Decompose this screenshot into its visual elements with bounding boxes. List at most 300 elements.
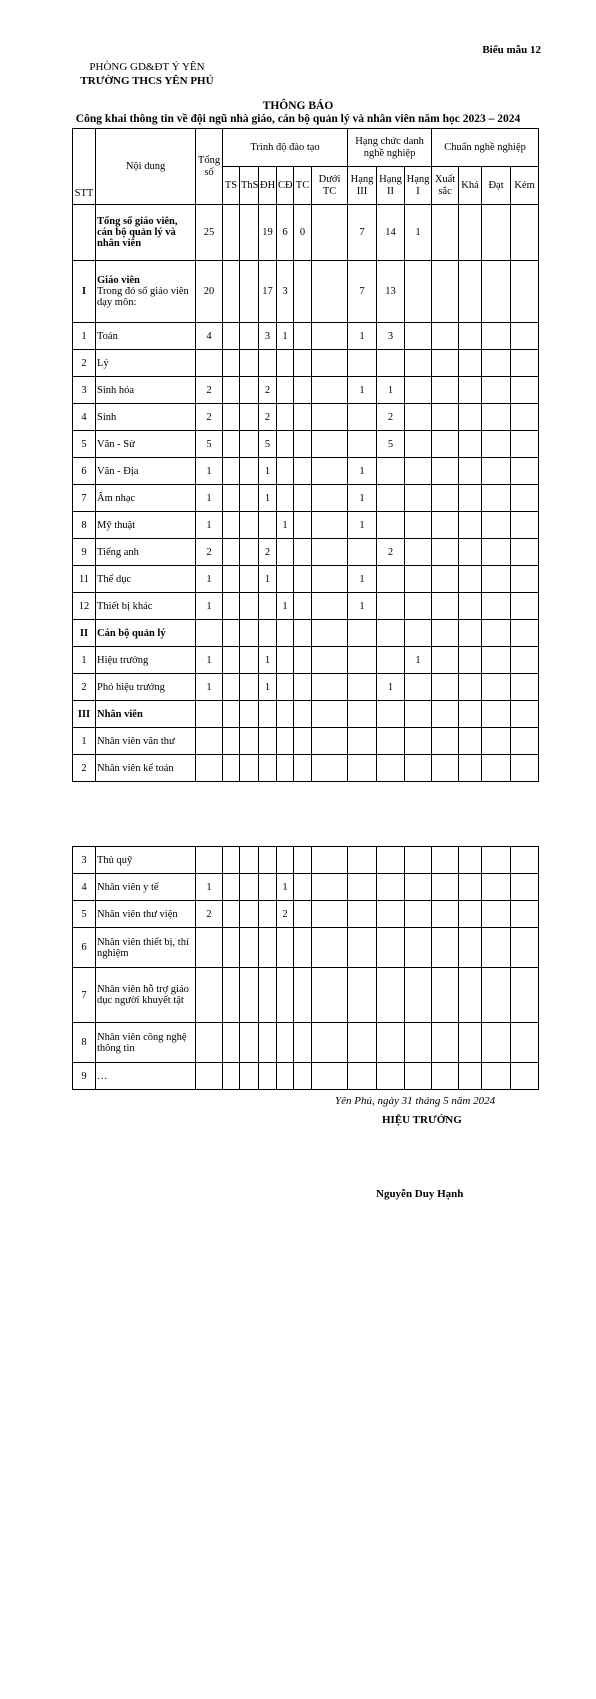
cell-h1: [405, 1063, 432, 1090]
cell-h2: [377, 755, 405, 782]
cell-xs: [432, 701, 459, 728]
cell-h1: [405, 701, 432, 728]
cell-below: [312, 1063, 348, 1090]
cell-stt: 1: [73, 728, 96, 755]
cell-h3: 7: [348, 205, 377, 261]
cell-dh: [259, 593, 277, 620]
cell-content-text: Toán: [97, 330, 118, 342]
cell-h3: [348, 539, 377, 566]
col-dh: ĐH: [259, 167, 277, 205]
cell-below: [312, 647, 348, 674]
cell-content: [96, 647, 196, 674]
cell-h1: [405, 566, 432, 593]
table-row: [73, 620, 539, 647]
cell-content-text: Nhân viên văn thư: [97, 735, 175, 747]
cell-ths: [240, 728, 259, 755]
table-row: [73, 701, 539, 728]
cell-kem: [511, 874, 539, 901]
cell-dat: [482, 404, 511, 431]
cell-xs: [432, 404, 459, 431]
cell-xs: [432, 928, 459, 968]
signature-role: HIỆU TRƯỞNG: [382, 1114, 462, 1126]
cell-content: [96, 701, 196, 728]
cell-kem: [511, 755, 539, 782]
cell-content: [96, 593, 196, 620]
cell-tc: [294, 728, 312, 755]
cell-ts: [223, 968, 240, 1023]
cell-kem: [511, 458, 539, 485]
cell-kha: [459, 539, 482, 566]
cell-cd: 2: [277, 901, 294, 928]
table-row: [73, 593, 539, 620]
cell-ths: [240, 323, 259, 350]
cell-xs: [432, 431, 459, 458]
cell-content-text: …: [97, 1070, 108, 1082]
cell-below: [312, 968, 348, 1023]
cell-content: [96, 261, 196, 323]
cell-kha: [459, 928, 482, 968]
cell-cd: [277, 728, 294, 755]
school-header: [72, 60, 222, 88]
cell-dh: 1: [259, 647, 277, 674]
cell-xs: [432, 647, 459, 674]
cell-h3: 1: [348, 323, 377, 350]
cell-below: [312, 205, 348, 261]
cell-dh: [259, 847, 277, 874]
cell-ts: [223, 1063, 240, 1090]
cell-kha: [459, 377, 482, 404]
cell-tc: [294, 847, 312, 874]
cell-h1: 1: [405, 205, 432, 261]
title-main: THÔNG BÁO: [262, 100, 334, 112]
cell-xs: [432, 968, 459, 1023]
cell-ths: [240, 968, 259, 1023]
cell-cd: [277, 485, 294, 512]
staff-table-page-1: [72, 128, 539, 782]
cell-dh: 3: [259, 323, 277, 350]
cell-h1: [405, 874, 432, 901]
cell-dat: [482, 1023, 511, 1063]
cell-ts: [223, 350, 240, 377]
cell-dh: 2: [259, 377, 277, 404]
cell-kha: [459, 458, 482, 485]
cell-content: [96, 431, 196, 458]
cell-h1: [405, 755, 432, 782]
cell-content-text: Nhân viên thư viện: [97, 908, 178, 920]
cell-kha: [459, 350, 482, 377]
cell-tc: [294, 458, 312, 485]
table-row: [73, 728, 539, 755]
cell-stt: 2: [73, 350, 96, 377]
cell-below: [312, 728, 348, 755]
cell-content: [96, 620, 196, 647]
cell-content-text: Nhân viên công nghệ thông tin: [97, 1031, 187, 1054]
cell-xs: [432, 350, 459, 377]
cell-content: [96, 901, 196, 928]
cell-kha: [459, 874, 482, 901]
cell-xs: [432, 728, 459, 755]
cell-tc: [294, 404, 312, 431]
cell-h1: [405, 404, 432, 431]
cell-kha: [459, 593, 482, 620]
cell-h1: [405, 458, 432, 485]
cell-total: [196, 728, 223, 755]
cell-ths: [240, 431, 259, 458]
col-rank-group: Hạng chức danh nghề nghiệp: [348, 129, 432, 167]
col-content: Nội dung: [96, 129, 196, 205]
cell-h1: [405, 674, 432, 701]
cell-ths: [240, 901, 259, 928]
cell-dh: [259, 620, 277, 647]
cell-below: [312, 539, 348, 566]
cell-tc: [294, 1063, 312, 1090]
cell-dh: 1: [259, 485, 277, 512]
cell-h2: [377, 620, 405, 647]
cell-h1: [405, 431, 432, 458]
cell-h3: [348, 674, 377, 701]
cell-total: 1: [196, 874, 223, 901]
cell-dh: 1: [259, 674, 277, 701]
cell-content-text: Lý: [97, 357, 109, 369]
col-ths: ThS: [240, 167, 259, 205]
cell-total: [196, 701, 223, 728]
cell-below: [312, 350, 348, 377]
cell-below: [312, 847, 348, 874]
cell-kem: [511, 847, 539, 874]
cell-h2: [377, 593, 405, 620]
cell-dh: 19: [259, 205, 277, 261]
cell-cd: [277, 847, 294, 874]
cell-content-text: Giáo viên: [97, 275, 140, 286]
cell-ts: [223, 928, 240, 968]
cell-below: [312, 458, 348, 485]
cell-stt: 3: [73, 377, 96, 404]
cell-h2: 14: [377, 205, 405, 261]
cell-stt: 2: [73, 755, 96, 782]
cell-ths: [240, 593, 259, 620]
cell-content: [96, 968, 196, 1023]
cell-tc: [294, 485, 312, 512]
cell-total: [196, 928, 223, 968]
cell-total: 5: [196, 431, 223, 458]
cell-h1: [405, 968, 432, 1023]
cell-stt: 8: [73, 512, 96, 539]
cell-xs: [432, 566, 459, 593]
col-pass: Đạt: [482, 167, 511, 205]
cell-kem: [511, 485, 539, 512]
cell-stt: III: [73, 701, 96, 728]
cell-ths: [240, 458, 259, 485]
cell-xs: [432, 620, 459, 647]
cell-dh: [259, 968, 277, 1023]
cell-dat: [482, 205, 511, 261]
cell-below: [312, 566, 348, 593]
cell-kem: [511, 566, 539, 593]
col-rank2: Hạng II: [377, 167, 405, 205]
cell-content: [96, 674, 196, 701]
cell-kha: [459, 647, 482, 674]
cell-dat: [482, 512, 511, 539]
cell-tc: [294, 901, 312, 928]
cell-dh: 1: [259, 458, 277, 485]
cell-h2: [377, 928, 405, 968]
cell-xs: [432, 512, 459, 539]
cell-ts: [223, 261, 240, 323]
cell-content: [96, 377, 196, 404]
cell-dh: [259, 928, 277, 968]
cell-cd: [277, 755, 294, 782]
cell-tc: 0: [294, 205, 312, 261]
cell-tc: [294, 968, 312, 1023]
cell-content-text: Phó hiệu trưởng: [97, 681, 165, 693]
cell-kha: [459, 755, 482, 782]
cell-xs: [432, 593, 459, 620]
table-row: [73, 1063, 539, 1090]
cell-xs: [432, 874, 459, 901]
cell-h3: 1: [348, 512, 377, 539]
cell-h2: [377, 701, 405, 728]
col-stt: STT: [73, 129, 96, 205]
cell-ts: [223, 566, 240, 593]
cell-stt: 9: [73, 1063, 96, 1090]
cell-tc: [294, 1023, 312, 1063]
cell-dh: [259, 901, 277, 928]
cell-dh: 5: [259, 431, 277, 458]
cell-xs: [432, 205, 459, 261]
table-row: [73, 512, 539, 539]
cell-below: [312, 512, 348, 539]
cell-below: [312, 620, 348, 647]
col-poor: Kém: [511, 167, 539, 205]
cell-cd: 1: [277, 323, 294, 350]
cell-h3: [348, 404, 377, 431]
cell-content-text: Mỹ thuật: [97, 519, 136, 531]
cell-cd: [277, 458, 294, 485]
cell-tc: [294, 620, 312, 647]
cell-content-text: Nhân viên y tế: [97, 881, 159, 893]
cell-content-text: Nhân viên: [97, 708, 143, 720]
cell-tc: [294, 350, 312, 377]
cell-dh: [259, 755, 277, 782]
cell-dat: [482, 350, 511, 377]
cell-kha: [459, 1063, 482, 1090]
cell-xs: [432, 674, 459, 701]
cell-h3: [348, 847, 377, 874]
cell-h3: [348, 968, 377, 1023]
cell-below: [312, 377, 348, 404]
cell-h1: [405, 847, 432, 874]
cell-h2: [377, 874, 405, 901]
cell-ts: [223, 755, 240, 782]
cell-kha: [459, 431, 482, 458]
cell-content: [96, 404, 196, 431]
cell-tc: [294, 755, 312, 782]
cell-dat: [482, 674, 511, 701]
cell-h2: 1: [377, 377, 405, 404]
cell-cd: [277, 404, 294, 431]
cell-below: [312, 485, 348, 512]
cell-ths: [240, 647, 259, 674]
cell-xs: [432, 261, 459, 323]
cell-h2: 3: [377, 323, 405, 350]
cell-total: 1: [196, 647, 223, 674]
cell-h3: [348, 1063, 377, 1090]
table-row: [73, 968, 539, 1023]
cell-content-text: Hiệu trưởng: [97, 654, 149, 666]
cell-h3: 7: [348, 261, 377, 323]
table-row: [73, 539, 539, 566]
cell-cd: 1: [277, 512, 294, 539]
cell-below: [312, 431, 348, 458]
cell-kem: [511, 261, 539, 323]
cell-tc: [294, 701, 312, 728]
cell-total: 2: [196, 901, 223, 928]
cell-ts: [223, 593, 240, 620]
table-row: [73, 377, 539, 404]
table-row: [73, 485, 539, 512]
cell-stt: 7: [73, 485, 96, 512]
form-code: Biểu mẫu 12: [482, 44, 541, 56]
cell-kem: [511, 968, 539, 1023]
cell-below: [312, 901, 348, 928]
signature-name: Nguyễn Duy Hạnh: [376, 1188, 464, 1200]
cell-h2: [377, 847, 405, 874]
cell-content: [96, 728, 196, 755]
cell-content: [96, 539, 196, 566]
cell-tc: [294, 566, 312, 593]
cell-cd: [277, 350, 294, 377]
cell-dat: [482, 593, 511, 620]
cell-total: 1: [196, 674, 223, 701]
cell-kha: [459, 728, 482, 755]
cell-kha: [459, 901, 482, 928]
cell-dat: [482, 566, 511, 593]
cell-h2: [377, 647, 405, 674]
cell-total: [196, 620, 223, 647]
table-row: [73, 874, 539, 901]
cell-h1: [405, 593, 432, 620]
cell-kha: [459, 1023, 482, 1063]
cell-ts: [223, 458, 240, 485]
cell-h3: [348, 620, 377, 647]
cell-total: 1: [196, 512, 223, 539]
cell-tc: [294, 431, 312, 458]
cell-kha: [459, 512, 482, 539]
cell-h3: 1: [348, 458, 377, 485]
cell-ts: [223, 728, 240, 755]
table-row: [73, 404, 539, 431]
cell-dat: [482, 647, 511, 674]
cell-h3: 1: [348, 485, 377, 512]
school-name: TRƯỜNG THCS YÊN PHÚ: [80, 75, 214, 87]
cell-dh: [259, 350, 277, 377]
cell-content-text: Sinh hóa: [97, 384, 135, 396]
table-row: [73, 647, 539, 674]
cell-below: [312, 928, 348, 968]
cell-below: [312, 755, 348, 782]
cell-ts: [223, 701, 240, 728]
cell-total: [196, 1063, 223, 1090]
cell-ths: [240, 874, 259, 901]
cell-dat: [482, 968, 511, 1023]
cell-ths: [240, 1063, 259, 1090]
cell-ts: [223, 323, 240, 350]
cell-ths: [240, 755, 259, 782]
col-below-tc: Dưới TC: [312, 167, 348, 205]
cell-kha: [459, 566, 482, 593]
cell-kem: [511, 620, 539, 647]
cell-content-text: Tổng số giáo viên, cán bộ quản lý và nhân viên: [97, 216, 178, 249]
cell-h1: [405, 350, 432, 377]
table-row: [73, 847, 539, 874]
cell-total: [196, 968, 223, 1023]
table-row: [73, 205, 539, 261]
cell-dh: 17: [259, 261, 277, 323]
cell-below: [312, 674, 348, 701]
cell-cd: [277, 377, 294, 404]
cell-content-text: Nhân viên kế toán: [97, 762, 174, 774]
signature-place-date: Yên Phú, ngày 31 tháng 5 năm 2024: [335, 1095, 496, 1107]
cell-ths: [240, 261, 259, 323]
cell-h2: [377, 728, 405, 755]
cell-xs: [432, 1023, 459, 1063]
table-row: [73, 350, 539, 377]
cell-tc: [294, 928, 312, 968]
table-row: [73, 458, 539, 485]
cell-content: [96, 458, 196, 485]
cell-kem: [511, 701, 539, 728]
cell-xs: [432, 485, 459, 512]
table-row: [73, 1023, 539, 1063]
cell-ts: [223, 205, 240, 261]
cell-kha: [459, 404, 482, 431]
cell-h1: [405, 928, 432, 968]
cell-cd: [277, 539, 294, 566]
cell-cd: [277, 620, 294, 647]
cell-ths: [240, 847, 259, 874]
cell-dat: [482, 728, 511, 755]
cell-kha: [459, 205, 482, 261]
cell-stt: 11: [73, 566, 96, 593]
cell-content-text: Nhân viên hỗ trợ giáo dục người khuyết tật: [97, 984, 189, 1006]
cell-stt: 3: [73, 847, 96, 874]
cell-kem: [511, 539, 539, 566]
cell-cd: [277, 1063, 294, 1090]
cell-tc: [294, 647, 312, 674]
cell-stt: [73, 205, 96, 261]
cell-stt: 1: [73, 647, 96, 674]
cell-cd: [277, 968, 294, 1023]
cell-kem: [511, 404, 539, 431]
cell-ts: [223, 1023, 240, 1063]
cell-kha: [459, 701, 482, 728]
cell-ts: [223, 647, 240, 674]
cell-h2: 2: [377, 539, 405, 566]
cell-dat: [482, 485, 511, 512]
cell-stt: 8: [73, 1023, 96, 1063]
cell-cd: [277, 928, 294, 968]
table-row: [73, 261, 539, 323]
table-row: [73, 674, 539, 701]
cell-h2: [377, 350, 405, 377]
cell-dat: [482, 261, 511, 323]
cell-ts: [223, 674, 240, 701]
cell-tc: [294, 512, 312, 539]
cell-h2: [377, 1023, 405, 1063]
col-training-group: Trình độ đào tạo: [223, 129, 348, 167]
cell-content-text: Văn - Sử: [97, 438, 135, 450]
cell-below: [312, 1023, 348, 1063]
